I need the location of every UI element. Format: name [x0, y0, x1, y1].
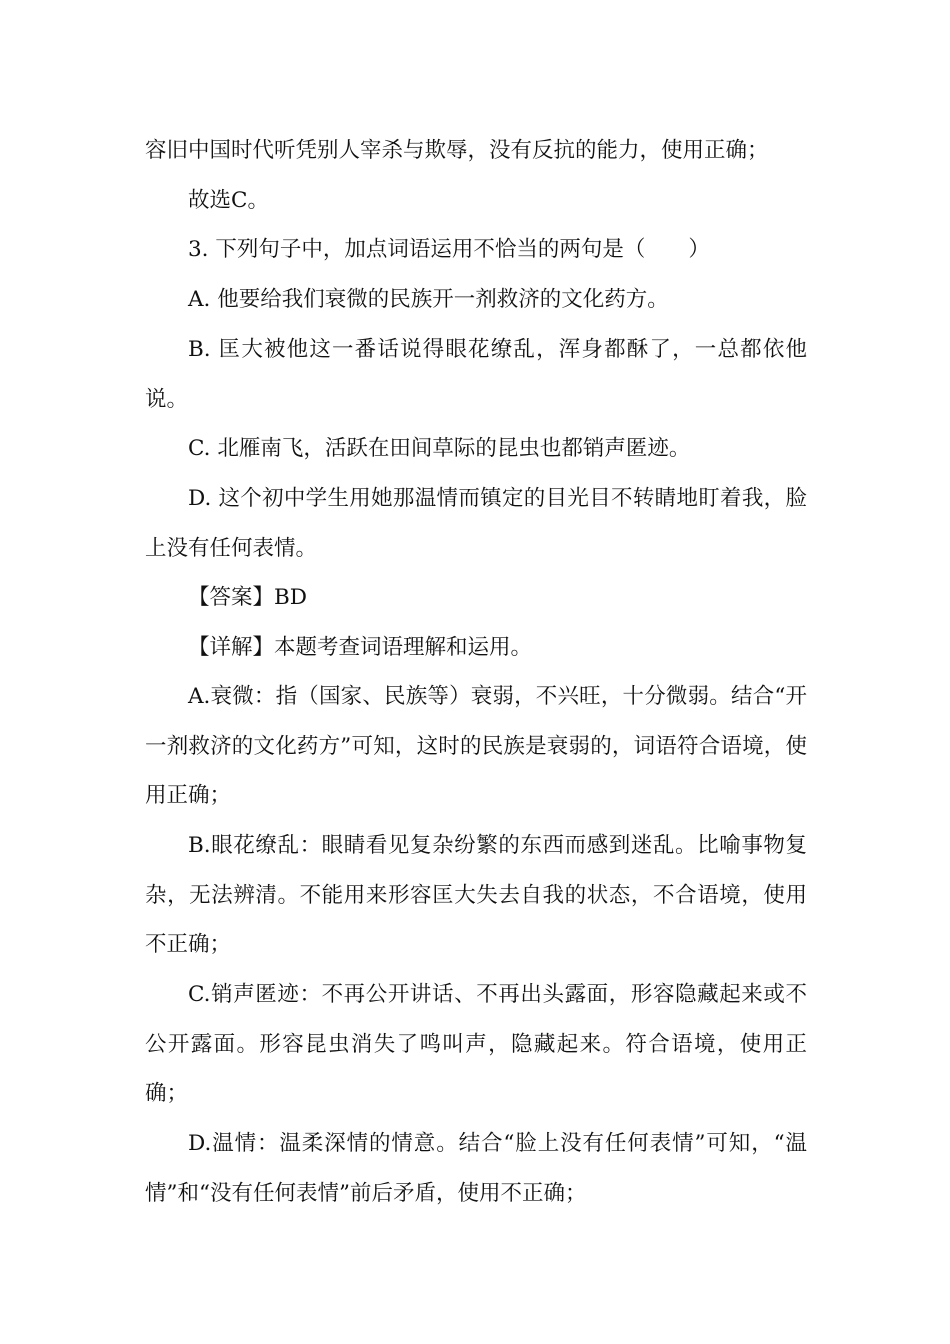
question-stem: 3. 下列句子中，加点词语运用不恰当的两句是（ ）: [188, 237, 710, 262]
paragraph-continuation: 容旧中国时代听凭别人宰杀与欺辱，没有反抗的能力，使用正确；: [145, 138, 769, 163]
explanation-c: C.销声匿迹：不再公开讲话、不再出头露面，形容隐藏起来或不公开露面。形容昆虫消失了鸣叫声，隐藏起来。符合语境，使用正确；: [145, 982, 807, 1107]
option-b: B. 匡大被他这一番话说得眼花缭乱，浑身都酥了，一总都依他说。: [145, 337, 807, 412]
option-c: C. 北雁南飞，活跃在田间草际的昆虫也都销声匿迹。: [188, 436, 691, 461]
explanation-d: D.温情：温柔深情的情意。结合“脸上没有任何表情”可知，“温情”和“没有任何表情”前后矛盾，使用不正确；: [145, 1131, 807, 1206]
answer: 【答案】BD: [188, 585, 308, 610]
explanation-heading: 【详解】本题考查词语理解和运用。: [188, 635, 533, 660]
option-a: A. 他要给我们衰微的民族开一剂救济的文化药方。: [188, 287, 669, 312]
option-d: D. 这个初中学生用她那温情而镇定的目光目不转睛地盯着我，脸上没有任何表情。: [145, 486, 807, 561]
explanation-a: A.衰微：指（国家、民族等）衰弱，不兴旺，十分微弱。结合“开一剂救济的文化药方”可知，这时的民族是衰弱的，词语符合语境，使用正确；: [145, 684, 807, 809]
paragraph-conclusion: 故选C。: [188, 188, 269, 213]
explanation-b: B.眼花缭乱：眼睛看见复杂纷繁的东西而感到迷乱。比喻事物复杂，无法辨清。不能用来形容匡大失去自我的状态，不合语境，使用不正确；: [145, 833, 807, 958]
